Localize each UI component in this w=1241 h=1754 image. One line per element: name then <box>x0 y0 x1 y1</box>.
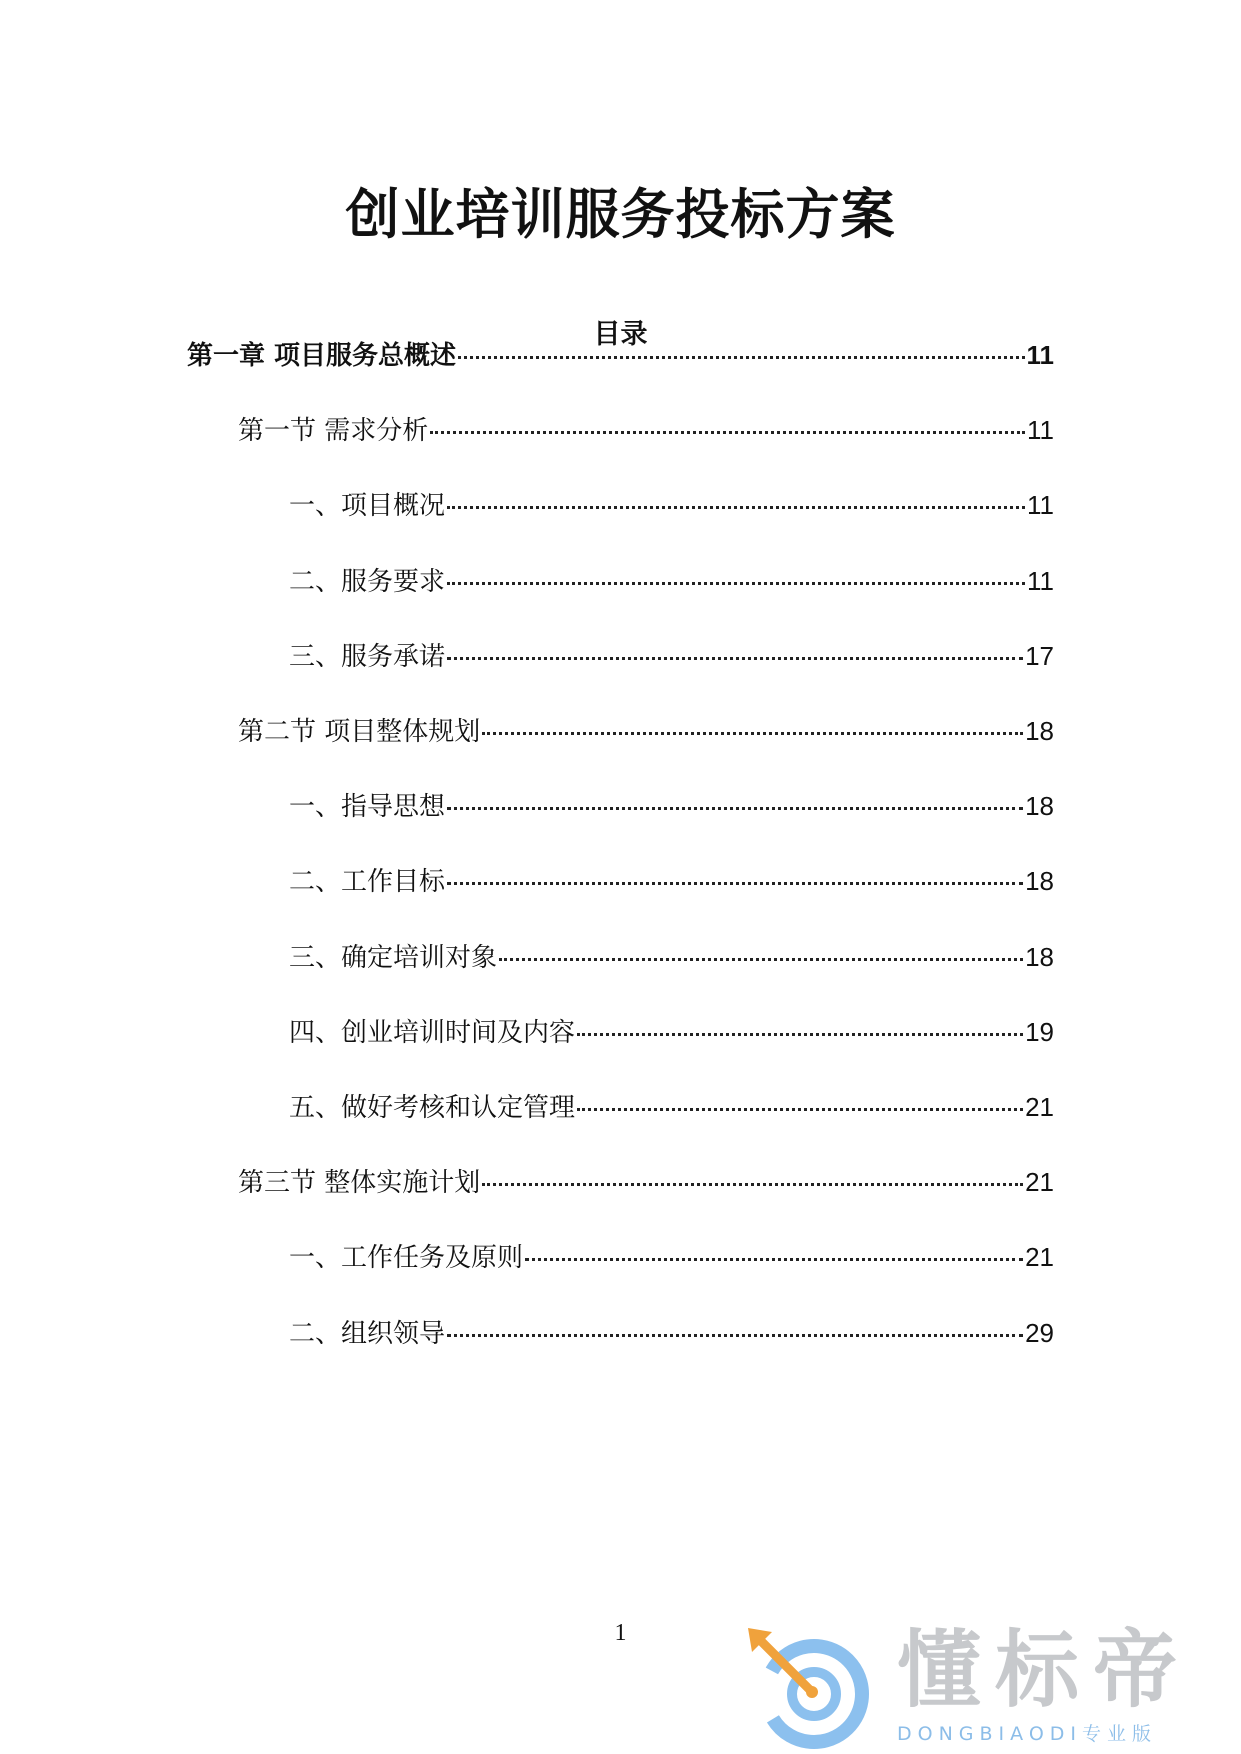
toc-entry-label: 第三节 整体实施计划 <box>238 1168 481 1198</box>
toc-dot-leader <box>458 356 1024 359</box>
toc-entry-page: 18 <box>1025 866 1054 896</box>
toc-entry-page: 19 <box>1025 1017 1054 1047</box>
toc-entry-page: 21 <box>1025 1242 1054 1272</box>
toc-entry-label: 一、指导思想 <box>289 792 446 822</box>
toc-dot-leader <box>577 1033 1023 1036</box>
target-arrow-icon <box>742 1622 882 1754</box>
toc-entry-label: 五、做好考核和认定管理 <box>289 1093 576 1123</box>
toc-entry-page: 18 <box>1025 942 1054 972</box>
toc-entry[interactable] <box>238 1162 1054 1198</box>
document-title: 创业培训服务投标方案 <box>345 183 896 246</box>
toc-entry[interactable] <box>289 1012 1054 1048</box>
watermark-logo <box>742 1622 1212 1754</box>
toc-entry[interactable] <box>289 1237 1054 1273</box>
toc-dot-leader <box>499 958 1023 961</box>
toc-dot-leader <box>430 431 1025 434</box>
toc-entry-label: 一、工作任务及原则 <box>289 1243 524 1273</box>
toc-entry-label: 四、创业培训时间及内容 <box>289 1018 576 1048</box>
toc-entry-page: 11 <box>1027 566 1054 596</box>
toc-entry-label: 三、服务承诺 <box>289 642 446 672</box>
toc-dot-leader <box>447 807 1023 810</box>
toc-entry[interactable] <box>289 786 1054 822</box>
toc-entry-label: 一、项目概况 <box>289 491 446 521</box>
toc-entry-label: 二、组织领导 <box>289 1319 446 1349</box>
toc-heading: 目录 <box>593 319 648 350</box>
toc-entry[interactable] <box>289 636 1054 672</box>
toc-entry[interactable] <box>238 711 1054 747</box>
toc-entry-page: 11 <box>1027 415 1054 445</box>
toc-entry-page: 21 <box>1025 1092 1054 1122</box>
toc-entry-label: 二、工作目标 <box>289 867 446 897</box>
toc-entry-label: 第一节 需求分析 <box>238 416 429 446</box>
toc-entry[interactable] <box>187 335 1054 371</box>
toc-dot-leader <box>447 1334 1023 1337</box>
toc-entry-label: 第二节 项目整体规划 <box>238 717 481 747</box>
toc-entry[interactable] <box>238 410 1054 446</box>
toc-entry-page: 29 <box>1025 1318 1054 1348</box>
toc-entry[interactable] <box>289 1313 1054 1349</box>
toc-dot-leader <box>447 882 1023 885</box>
toc-entry-page: 11 <box>1027 490 1054 520</box>
toc-entry-label: 第一章 项目服务总概述 <box>187 341 457 371</box>
toc-dot-leader <box>447 582 1025 585</box>
toc-entry-page: 17 <box>1025 641 1054 671</box>
toc-dot-leader <box>577 1108 1023 1111</box>
toc-entry[interactable] <box>289 485 1054 521</box>
toc-entry-page: 18 <box>1025 791 1054 821</box>
toc-entry[interactable] <box>289 861 1054 897</box>
toc-entry-label: 二、服务要求 <box>289 567 446 597</box>
toc-entry[interactable] <box>289 937 1054 973</box>
toc-dot-leader <box>525 1258 1023 1261</box>
toc-entry-page: 11 <box>1026 340 1054 370</box>
toc-dot-leader <box>447 506 1025 509</box>
toc-dot-leader <box>447 657 1023 660</box>
page-number: 1 <box>614 1620 627 1646</box>
toc-entry-label: 三、确定培训对象 <box>289 943 498 973</box>
toc-entry-page: 21 <box>1025 1167 1054 1197</box>
toc-entry[interactable] <box>289 561 1054 597</box>
toc-dot-leader <box>482 1183 1023 1186</box>
watermark-subtitle: DONGBIAODI专业版 <box>897 1723 1158 1745</box>
toc-dot-leader <box>482 732 1023 735</box>
toc-entry[interactable] <box>289 1087 1054 1123</box>
watermark-brand: 懂标帝 <box>897 1621 1192 1719</box>
toc-entry-page: 18 <box>1025 716 1054 746</box>
